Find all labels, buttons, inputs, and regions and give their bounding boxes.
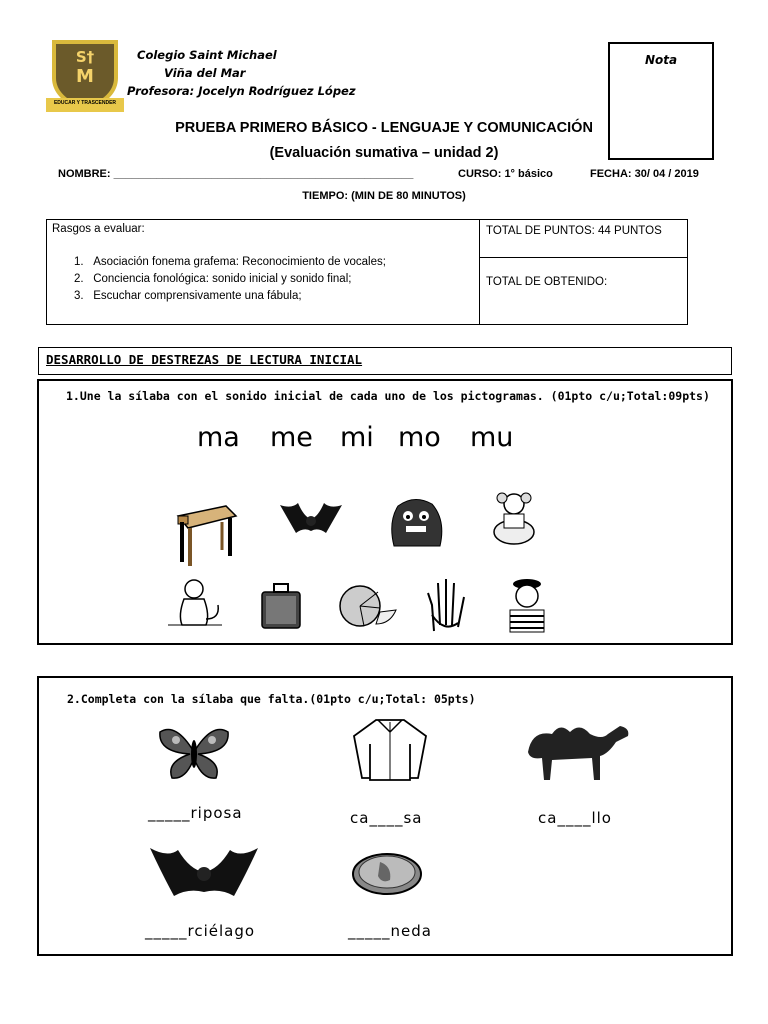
coin-icon (350, 850, 424, 898)
monkey-icon[interactable] (162, 575, 226, 629)
doll-icon[interactable] (486, 490, 542, 548)
criteria-divider (479, 219, 480, 324)
shirt-icon (348, 716, 432, 782)
criteria-item-text: Conciencia fonológica: sonido inicial y sonido final; (93, 273, 352, 285)
syllable[interactable]: ma (197, 422, 240, 453)
word-camisa[interactable]: ca____sa (350, 809, 423, 827)
school-name: Colegio Saint Michael (137, 48, 277, 62)
time-label: TIEMPO: (MIN DE 80 MINUTOS) (302, 190, 466, 202)
syllable[interactable]: mu (470, 422, 514, 453)
course-label: CURSO: 1° básico (458, 168, 553, 180)
criteria-item: 1. Asociación fonema grafema: Reconocimiento de vocales; (74, 256, 386, 268)
logo-motto: EDUCAR Y TRASCENDER (53, 100, 117, 106)
page-title: PRUEBA PRIMERO BÁSICO - LENGUAJE Y COMUNICACIÓN (175, 120, 593, 136)
exercise-1-instruction: 1.Une la sílaba con el sonido inicial de cada uno de los pictogramas. (01pto c/u;Total:09pts) (66, 389, 710, 403)
hand-icon[interactable] (424, 575, 470, 633)
page-subtitle: (Evaluación sumativa – unidad 2) (269, 145, 499, 161)
word-murcielago[interactable]: _____rciélago (145, 922, 256, 940)
grade-box[interactable] (608, 42, 714, 160)
criteria-item: 2. Conciencia fonológica: sonido inicial y sonido final; (74, 273, 352, 285)
suitcase-icon[interactable] (258, 578, 306, 632)
criteria-item-text: Escuchar comprensivamente una fábula; (93, 290, 302, 302)
section-header (38, 347, 732, 375)
date-label: FECHA: 30/ 04 / 2019 (590, 168, 699, 180)
exercise-2-instruction: 2.Completa con la sílaba que falta.(01pto c/u;Total: 05pts) (67, 692, 476, 706)
svg-text:S†: S† (75, 48, 95, 66)
boy-icon[interactable] (502, 576, 552, 634)
table-icon[interactable] (170, 500, 240, 568)
monster-icon[interactable] (384, 492, 448, 548)
camel-icon (522, 720, 634, 782)
word-mariposa[interactable]: _____riposa (148, 804, 243, 822)
word-moneda[interactable]: _____neda (348, 922, 432, 940)
school-logo (46, 40, 124, 116)
svg-text:M: M (76, 66, 94, 87)
total-obtained[interactable]: TOTAL DE OBTENIDO: (486, 276, 608, 288)
syllable[interactable]: mo (398, 422, 441, 453)
section-title: DESARROLLO DE DESTREZAS DE LECTURA INICIAL (46, 352, 363, 367)
teacher-name: Profesora: Jocelyn Rodríguez López (127, 84, 356, 98)
bat-icon (146, 840, 262, 906)
criteria-item: 3. Escuchar comprensivamente una fábula; (74, 290, 302, 302)
criteria-item-text: Asociación fonema grafema: Reconocimiento de vocales; (93, 256, 386, 268)
melon-icon[interactable] (334, 580, 400, 630)
name-field[interactable]: NOMBRE: _________________________________________________ (58, 168, 414, 180)
grade-label: Nota (644, 53, 678, 67)
syllable[interactable]: me (270, 422, 313, 453)
school-city: Viña del Mar (164, 66, 246, 80)
word-camello[interactable]: ca____llo (538, 809, 612, 827)
points-divider (479, 257, 687, 258)
bat-icon[interactable] (278, 495, 344, 543)
total-points: TOTAL DE PUNTOS: 44 PUNTOS (486, 225, 662, 237)
syllable[interactable]: mi (340, 422, 374, 453)
butterfly-icon (156, 722, 232, 782)
criteria-heading: Rasgos a evaluar: (52, 223, 145, 235)
